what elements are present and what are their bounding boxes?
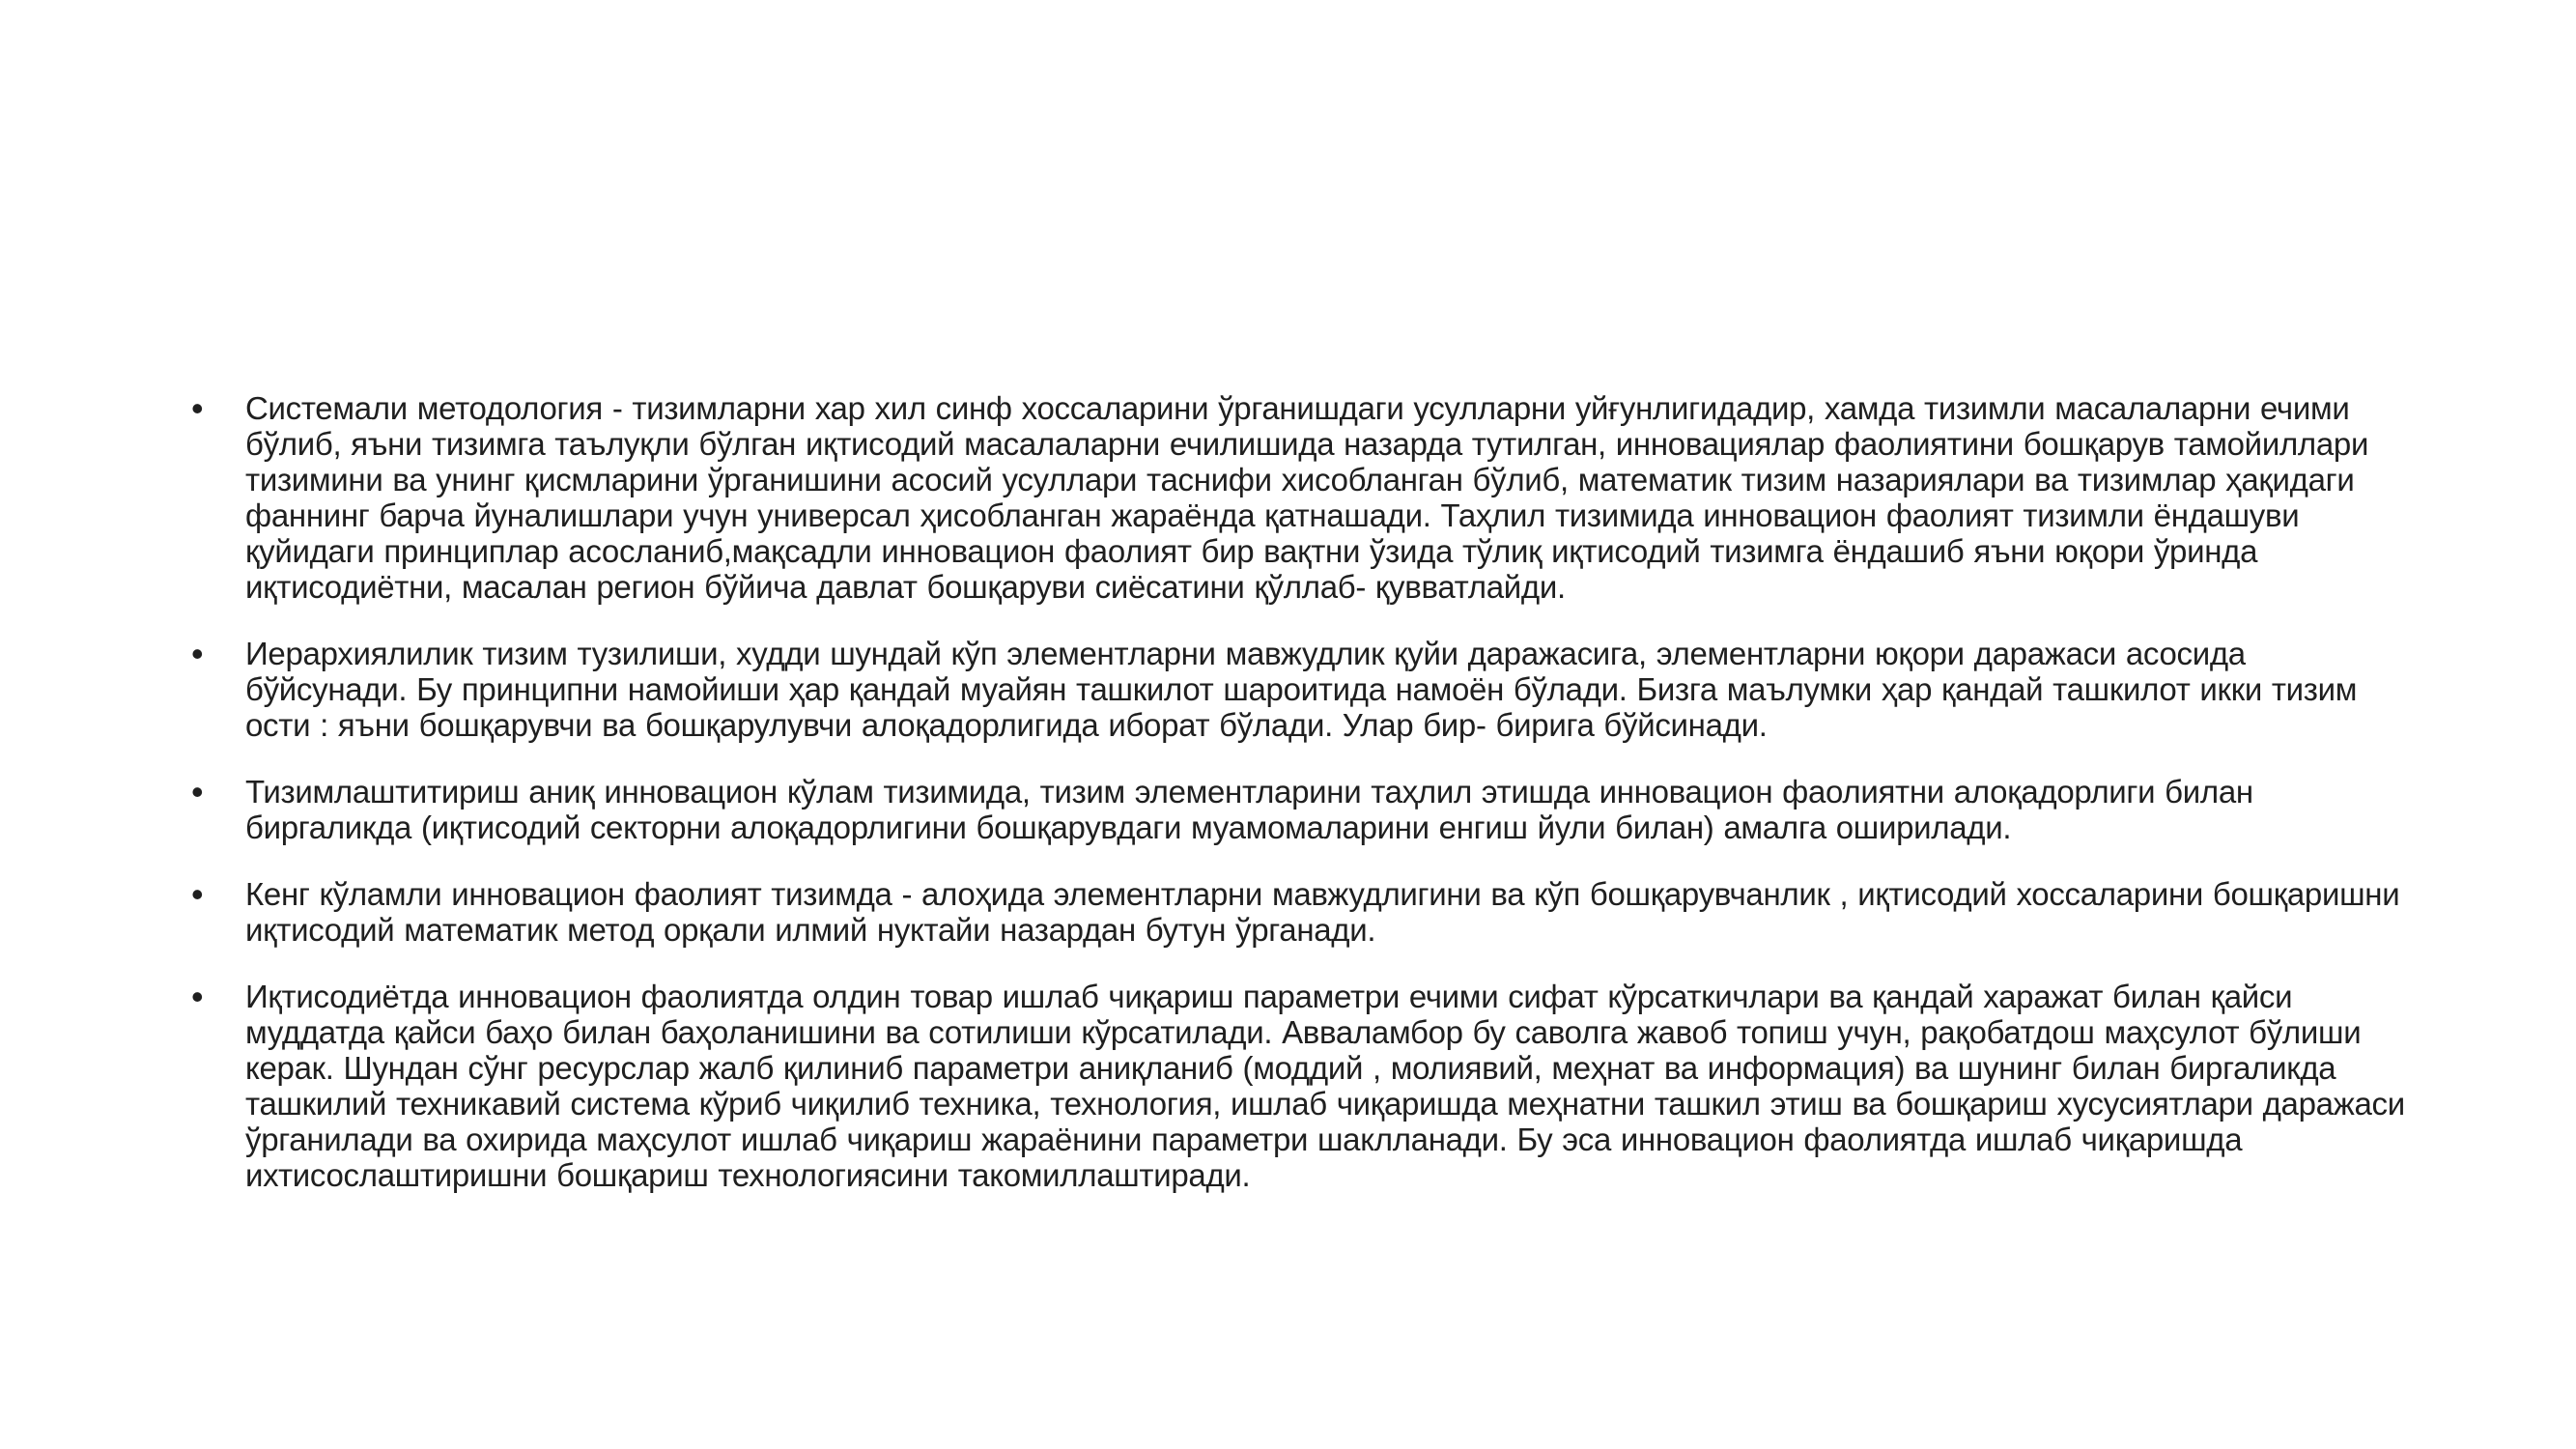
bullet-dot-icon: •	[191, 977, 204, 1016]
bullet-dot-icon: •	[191, 772, 204, 811]
bullet-text: Системали методология - тизимларни хар хил синф хоссаларини ўрганишдаги усулларни уйғунлигидадир, хамда тизимли масалаларни ечими бўлиб, яъни тизимга таълуқли бўлган иқтисодий масалаларни ечилишида назарда тутилган, инновациялар фаолиятини бошқарув тамойиллари тизимини ва унинг қисмларини ўрганишини асосий усуллари таснифи хисобланган бўлиб, математик тизим назариялари ва тизимлар ҳақидаги фаннинг барча йуналишлари учун универсал ҳисобланган жараёнда қатнашади. Таҳлил тизимида инновацион фаолият тизимли ёндашуви қуйидаги принциплар асосланиб,мақсадли инновацион фаолият бир вақтни ўзида тўлиқ иқтисодий тизимга ёндашиб яъни юқори ўринда иқтисодиётни, масалан регион бўйича давлат бошқаруви сиёсатини қўллаб- қувватлайди.	[245, 390, 2369, 605]
bullet-item-3	[184, 774, 2405, 845]
bullet-text: Иерархиялилик тизим тузилиши, худди шундай кўп элементларни мавжудлик қуйи даражасига, элементларни юқори даражаси асосида бўйсунади. Бу принципни намойиши ҳар қандай муайян ташкилот шароитида намоён бўлади. Бизга маълумки ҳар қандай ташкилот икки тизим ости : яъни бошқарувчи ва бошқарулувчи алоқадорлигида иборат бўлади. Улар бир- бирига бўйсинади.	[245, 636, 2358, 743]
bullet-item-1	[184, 390, 2405, 605]
bullet-item-2	[184, 636, 2405, 743]
bullet-item-4	[184, 876, 2405, 948]
bullet-text: Кенг кўламли инновацион фаолият тизимда - алоҳида элементларни мавжудлигини ва кўп бошқарувчанлик , иқтисодий хоссаларини бошқаришни иқтисодий математик метод орқали илмий нуктайи назардан бутун ўрганади.	[245, 876, 2400, 948]
bullet-dot-icon: •	[191, 634, 204, 673]
bullet-text: Тизимлаштитириш аниқ инновацион кўлам тизимида, тизим элементларини таҳлил этишда инновацион фаолиятни алоқадорлиги билан биргаликда (иқтисодий секторни алоқадорлигини бошқарувдаги муамомаларини енгиш йули билан) амалга оширилади.	[245, 774, 2253, 845]
slide-content	[184, 390, 2405, 1224]
bullet-item-5	[184, 979, 2405, 1193]
bullet-dot-icon: •	[191, 874, 204, 914]
bullet-text: Иқтисодиётда инновацион фаолиятда олдин товар ишлаб чиқариш параметри ечими сифат кўрсаткичлари ва қандай харажат билан қайси муддатда қайси баҳо билан баҳоланишини ва сотилиши кўрсатилади. Авваламбор бу саволга жавоб топиш учун, рақобатдош маҳсулот бўлиши керак. Шундан сўнг ресурслар жалб қилиниб параметри аниқланиб (моддий , молиявий, меҳнат ва информация) ва шунинг билан биргаликда ташкилий техникавий система кўриб чиқилиб техника, технология, ишлаб чиқаришда меҳнатни ташкил этиш ва бошқариш хусусиятлари даражаси ўрганилади ва охирида маҳсулот ишлаб чиқариш жараёнини параметри шаклланади. Бу эса инновацион фаолиятда ишлаб чиқаришда ихтисослаштиришни бошқариш технологиясини такомиллаштиради.	[245, 979, 2405, 1193]
bullet-dot-icon: •	[191, 388, 204, 428]
bullet-list	[184, 390, 2405, 1193]
